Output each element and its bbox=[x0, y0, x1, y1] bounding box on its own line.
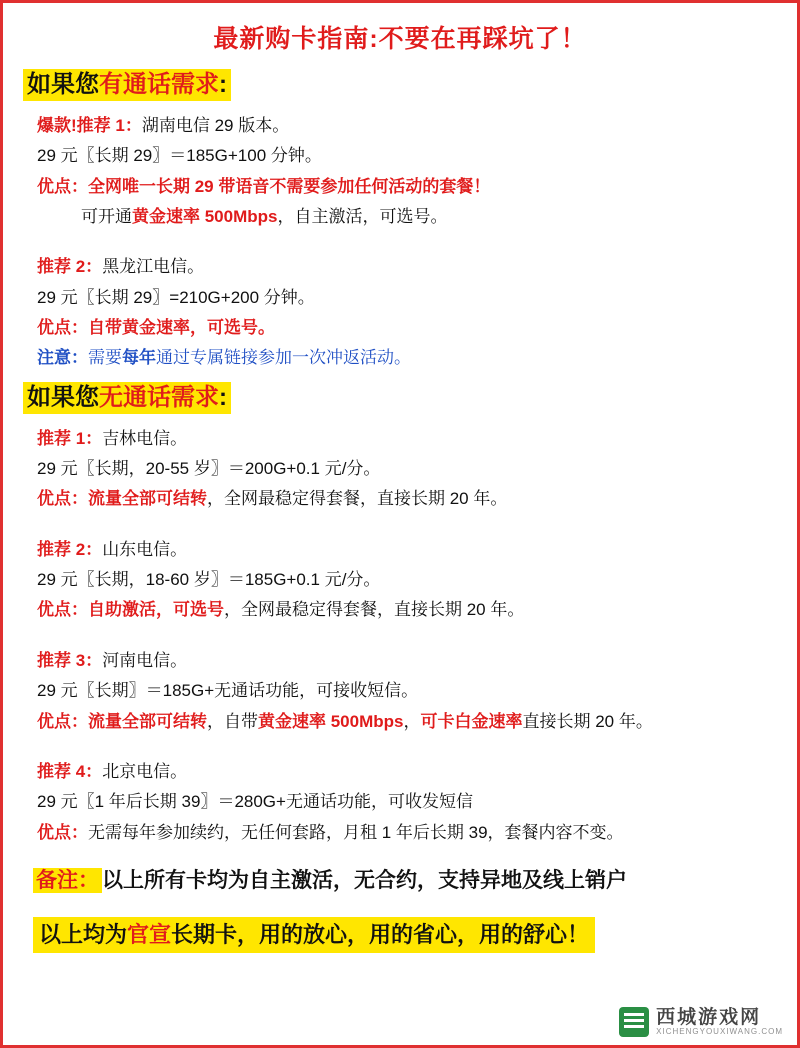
item-segment: 可卡白金速率 bbox=[420, 711, 523, 731]
heading-suffix: : bbox=[219, 71, 227, 98]
watermark bbox=[619, 1007, 783, 1037]
spacer bbox=[19, 739, 781, 755]
list-item bbox=[37, 315, 781, 341]
list-item bbox=[37, 143, 781, 169]
list-item bbox=[37, 709, 781, 735]
item-segment: 直接长期 20 年。 bbox=[522, 711, 653, 731]
spacer bbox=[19, 517, 781, 533]
list-item bbox=[37, 113, 781, 139]
item-label: 注意： bbox=[37, 348, 88, 368]
heading-prefix: 如果您 bbox=[27, 71, 99, 98]
item-label: 推荐 1： bbox=[37, 428, 103, 448]
item-segment: ， bbox=[403, 711, 421, 731]
item-label: 推荐 2： bbox=[37, 257, 103, 277]
item-segment: ，自主激活，可选号。 bbox=[277, 207, 448, 227]
item-value: 全网唯一长期 29 带语音不需要参加任何活动的套餐！ bbox=[88, 176, 491, 196]
item-value: 黑龙江电信。 bbox=[102, 257, 205, 277]
spacer bbox=[19, 628, 781, 644]
item-label: 推荐 2： bbox=[37, 539, 103, 559]
item-segment: 黄金速率 500Mbps bbox=[258, 711, 404, 731]
list-item bbox=[37, 820, 781, 846]
heading-suffix: : bbox=[219, 383, 227, 411]
final-highlight: 官宣 bbox=[127, 922, 172, 948]
section-heading-call-needed bbox=[23, 69, 781, 101]
list-item bbox=[37, 174, 781, 200]
watermark-text bbox=[656, 1008, 783, 1036]
final-prefix: 以上均为 bbox=[39, 922, 128, 948]
item-label: 优点： bbox=[37, 822, 88, 842]
heading-prefix: 如果您 bbox=[27, 383, 99, 411]
list-item bbox=[37, 285, 781, 311]
item-value: 河南电信。 bbox=[102, 650, 188, 670]
item-segment: ，全网最稳定得套餐，直接长期 20 年。 bbox=[224, 600, 525, 620]
final-suffix: 长期卡，用的放心，用的省心，用的舒心！ bbox=[171, 922, 590, 948]
note-text: 以上所有卡均为自主激活，无合约，支持异地及线上销户 bbox=[102, 868, 627, 892]
item-label: 优点： bbox=[37, 600, 88, 620]
watermark-domain: XICHENGYOUXIWANG.COM bbox=[656, 1026, 783, 1036]
section-heading-no-call-needed bbox=[23, 382, 781, 414]
item-value: 无需每年参加续约，无任何套路，月租 1 年后长期 39，套餐内容不变。 bbox=[88, 822, 624, 842]
list-item bbox=[37, 759, 781, 785]
item-value: 北京电信。 bbox=[102, 761, 188, 781]
list-item bbox=[37, 486, 781, 512]
item-value: 29 元〖长期 29〗=210G+200 分钟。 bbox=[37, 287, 315, 307]
item-segment: ，全网最稳定得套餐，直接长期 20 年。 bbox=[207, 489, 508, 509]
item-value: 29 元〖长期〗＝185G+无通话功能，可接收短信。 bbox=[37, 681, 419, 701]
item-label: 优点： bbox=[37, 318, 88, 338]
item-label: 优点： bbox=[37, 176, 88, 196]
item-segment: 通过专属链接参加一次冲返活动。 bbox=[156, 348, 411, 368]
item-segment: 需要 bbox=[88, 348, 122, 368]
item-value: 自带黄金速率，可选号。 bbox=[88, 318, 275, 338]
list-item bbox=[37, 597, 781, 623]
item-segment: 黄金速率 500Mbps bbox=[132, 207, 278, 227]
item-label: 爆款!推荐 1： bbox=[37, 116, 142, 135]
list-item bbox=[37, 456, 781, 482]
heading-emphasis: 无通话需求 bbox=[99, 383, 219, 411]
item-label: 推荐 3： bbox=[37, 650, 103, 670]
page-title: 最新购卡指南:不要在再踩坑了！ bbox=[213, 25, 587, 53]
note-tag: 备注： bbox=[33, 868, 102, 893]
item-label: 优点： bbox=[37, 711, 88, 731]
spacer bbox=[19, 234, 781, 250]
item-label: 推荐 4： bbox=[37, 761, 103, 781]
item-value: 湖南电信 29 版本。 bbox=[141, 116, 290, 135]
heading-emphasis: 有通话需求 bbox=[99, 71, 219, 98]
watermark-name: 西城游戏网 bbox=[656, 1006, 762, 1028]
list-item bbox=[37, 648, 781, 674]
item-segment: 可开通 bbox=[81, 207, 132, 227]
item-value: 29 元〖长期 29〗＝185G+100 分钟。 bbox=[37, 146, 322, 166]
list-item bbox=[37, 678, 781, 704]
list-item bbox=[37, 426, 781, 452]
list-item bbox=[37, 789, 781, 815]
item-value: 山东电信。 bbox=[102, 539, 188, 559]
item-segment: ，自带 bbox=[207, 711, 258, 731]
item-value: 29 元〖长期，18-60 岁〗＝185G+0.1 元/分。 bbox=[37, 570, 381, 590]
item-segment: 流量全部可结转 bbox=[88, 711, 207, 731]
list-item bbox=[37, 567, 781, 593]
list-item bbox=[37, 537, 781, 563]
item-segment: 每年 bbox=[122, 348, 156, 368]
list-item bbox=[37, 345, 781, 371]
item-segment: 自助激活，可选号 bbox=[88, 600, 224, 620]
site-logo-icon bbox=[619, 1007, 649, 1037]
item-value: 29 元〖长期，20-55 岁〗＝200G+0.1 元/分。 bbox=[37, 459, 381, 479]
item-value: 吉林电信。 bbox=[102, 428, 188, 448]
final-banner bbox=[33, 917, 595, 953]
item-segment: 流量全部可结转 bbox=[88, 489, 207, 509]
item-label: 优点： bbox=[37, 489, 88, 509]
item-value: 29 元〖1 年后长期 39〗＝280G+无通话功能，可收发短信 bbox=[37, 792, 473, 812]
list-item bbox=[81, 204, 781, 230]
note-row bbox=[33, 866, 781, 895]
list-item bbox=[37, 254, 781, 280]
